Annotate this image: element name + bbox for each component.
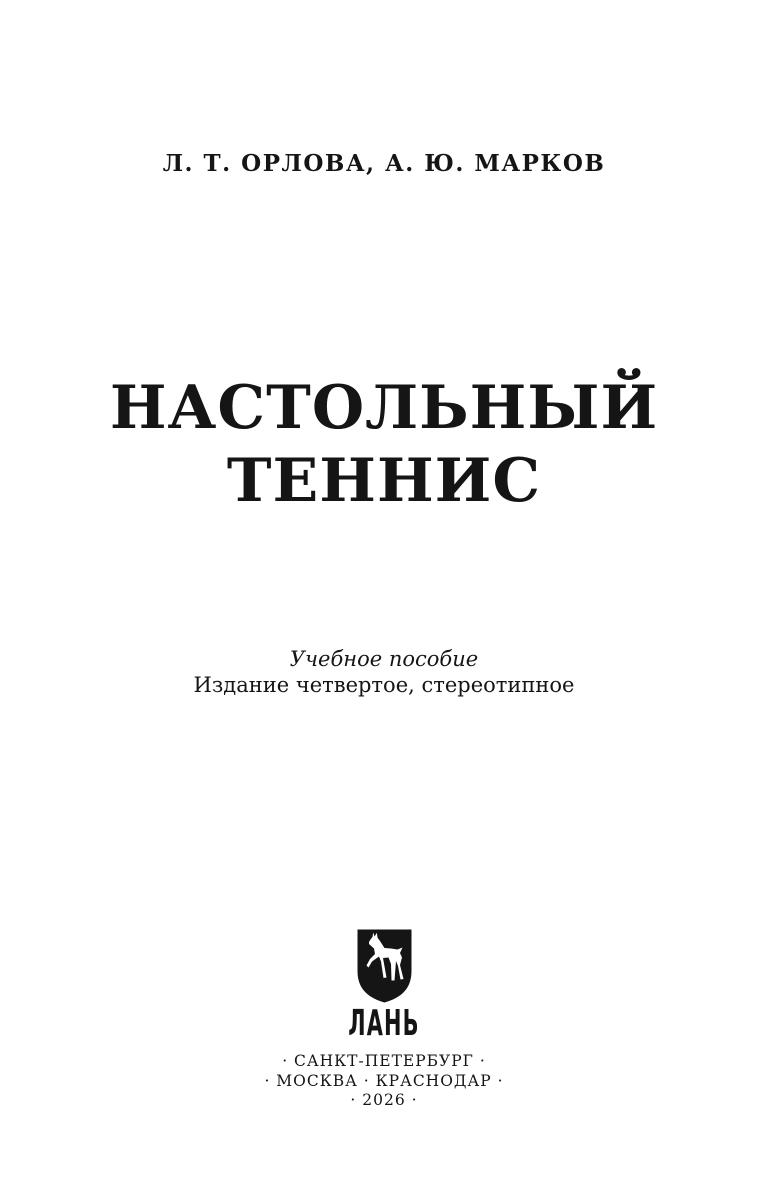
authors-line: Л. Т. ОРЛОВА, А. Ю. МАРКОВ [162,150,606,177]
publisher-name: ЛАНЬ [348,1003,420,1044]
edition-line: Издание четвертое, стереотипное [193,673,575,697]
imprint-cities-line2: · МОСКВА · КРАСНОДАР · [264,1071,504,1090]
book-title [0,372,768,518]
imprint-year: · 2026 · [350,1091,418,1109]
book-title-line1: НАСТОЛЬНЫЙ [109,373,659,443]
edition-block [0,646,768,698]
book-title-line2: ТЕННИС [226,446,542,516]
imprint-block [0,1052,768,1111]
imprint-cities-line1: · САНКТ-ПЕТЕРБУРГ · [282,1052,486,1070]
publisher-logo [0,928,768,1008]
subtitle-line: Учебное пособие [289,647,479,671]
deer-shield-icon [356,928,413,1004]
